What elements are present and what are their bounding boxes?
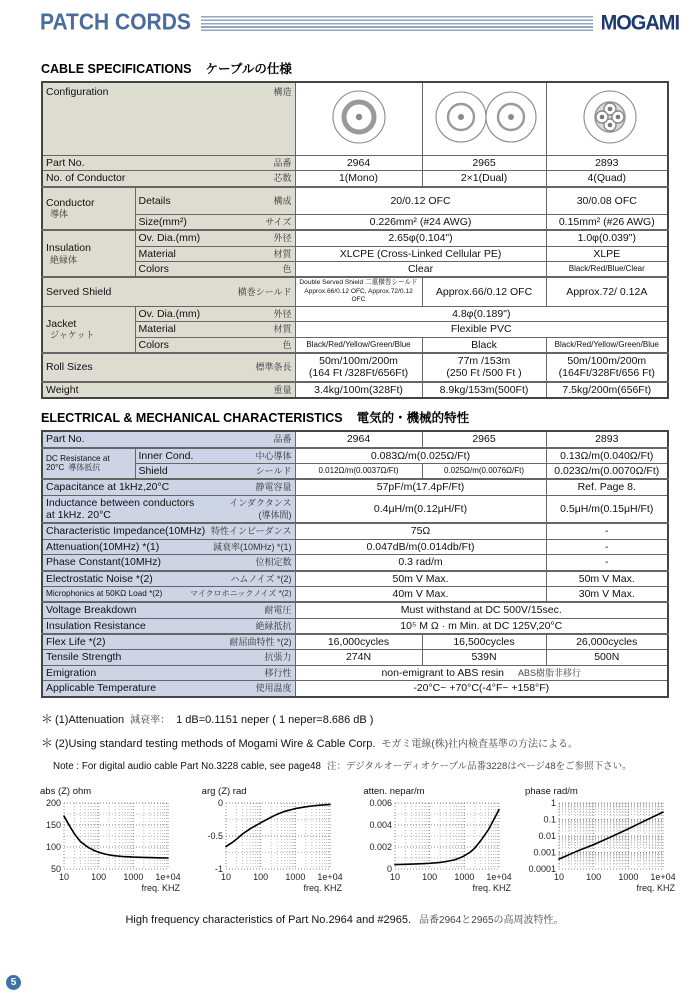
label-dc-resistance: DC Resistance at 20°C 導体抵抗 — [42, 448, 135, 480]
x-tick-label: 1000 — [454, 871, 475, 882]
x-axis-label: freq. KHZ — [303, 882, 342, 893]
data-curve-impedance-magnitude — [64, 816, 168, 858]
elec-row — [42, 634, 668, 650]
cross-section-quad-icon — [550, 86, 670, 148]
elec-value-cell: - — [546, 523, 668, 539]
y-tick-label: 0.002 — [369, 841, 393, 852]
cable-value-cell: XLPE — [546, 246, 668, 261]
label-insulation-resistance: Insulation Resistance 絶縁抵抗 — [42, 618, 295, 634]
elec-value-cell: 0.13Ω/m(0.040Ω/Ft) — [546, 448, 668, 464]
cable-value-cell: 50m/100m/200m (164Ft/328Ft/656 Ft) — [546, 353, 668, 382]
elec-row — [42, 665, 668, 680]
cable-value-cell: 1(Mono) — [295, 171, 422, 187]
elec-value-cell: 2964 — [295, 431, 422, 447]
cable-row — [42, 156, 668, 171]
mogami-logo: MOGAMI — [600, 10, 679, 35]
cable-row — [42, 306, 668, 321]
elec-row — [42, 650, 668, 665]
x-axis-label: freq. KHZ — [141, 882, 180, 893]
cable-value-cell: Approx.66/0.12 OFC — [422, 277, 546, 306]
elec-value-cell: 0.047dB/m(0.014db/Ft) — [295, 539, 546, 554]
elec-row — [42, 555, 668, 571]
elec-row — [42, 463, 668, 479]
cross-section-dual-icon — [426, 86, 546, 148]
elec-value-cell: 75Ω — [295, 523, 546, 539]
label-emigration: Emigration 移行性 — [42, 665, 295, 680]
label-tensile-strength: Tensile Strength 抗張力 — [42, 650, 295, 665]
footnote-1-jp: 減衰率： — [130, 714, 171, 726]
cable-value-cell: 4(Quad) — [546, 171, 668, 187]
label-attenuation: Attenuation(10MHz) *(1) 減衰率(10MHz) *(1) — [42, 539, 295, 554]
elec-value-cell: 0.083Ω/m(0.025Ω/Ft) — [295, 448, 546, 464]
elec-row — [42, 539, 668, 554]
chart-atten-nepar-m — [361, 786, 519, 901]
cable-specifications-table — [41, 81, 669, 399]
cable-value-cell: Clear — [295, 261, 546, 277]
cable-value-cell: 20/0.12 OFC — [295, 187, 546, 215]
elec-value-cell: 500N — [546, 650, 668, 665]
chart-plot — [523, 798, 681, 896]
label-jacket: Jacket ジャケット — [42, 306, 135, 353]
x-tick-label: 10 — [553, 871, 564, 882]
elec-heading-jp: 電気的・機械的特性 — [356, 411, 470, 426]
cable-value-cell: Black/Red/Yellow/Green/Blue — [295, 337, 422, 353]
elec-value-cell: 50m V Max. — [295, 571, 546, 587]
cable-value-cell: Double Served Shield 二重横巻シールド Approx.66/0.12 OFC, Approx.72/0.12 OFC — [295, 277, 422, 306]
label-jacket-material: Material 材質 — [135, 322, 295, 337]
label-electrostatic-noise: Electrostatic Noise *(2) ハムノイズ *(2) — [42, 571, 295, 587]
x-tick-label: 10 — [390, 871, 401, 882]
label-characteristic-impedance: Characteristic Impedance(10MHz) 特性インピーダンス — [42, 523, 295, 539]
cable-row — [42, 230, 668, 246]
cable-specifications-heading — [41, 59, 689, 77]
chart-arg-z-rad — [200, 786, 358, 901]
label-served-shield: Served Shield 横巻シールド — [42, 277, 295, 306]
x-tick-label: 10 — [220, 871, 231, 882]
x-tick-label: 100 — [91, 871, 107, 882]
cable-value-cell: 1.0φ(0.039") — [546, 230, 668, 246]
elec-value-cell: 0.012Ω/m(0.0037Ω/Ft) — [295, 463, 422, 479]
elec-row — [42, 618, 668, 634]
cable-row — [42, 322, 668, 337]
cable-value-cell — [546, 82, 668, 156]
y-tick-label: 0.1 — [543, 814, 556, 825]
y-tick-label: 0 — [217, 797, 223, 808]
footnote-testing-methods — [41, 734, 689, 751]
chart-title: phase rad/m — [524, 785, 578, 797]
x-axis-label: freq. KHZ — [636, 882, 675, 893]
cable-value-cell: 3.4kg/100m(328Ft) — [295, 382, 422, 398]
note-jp: 注：デジタルオーディオケーブル品番3228はページ48をご参照下さい。 — [326, 760, 632, 772]
elec-row — [42, 602, 668, 618]
elec-value-cell: 57pF/m(17.4pF/Ft) — [295, 479, 546, 495]
cable-row — [42, 277, 668, 306]
frequency-characteristic-charts — [38, 786, 681, 901]
chart-abs-z-ohm — [38, 786, 196, 901]
cable-row — [42, 82, 668, 156]
label-configuration: Configuration 構造 — [42, 82, 295, 156]
chart-title: arg (Z) rad — [201, 785, 247, 797]
chart-plot — [200, 798, 348, 896]
y-tick-label: 100 — [45, 841, 61, 852]
elec-row — [42, 523, 668, 539]
label-ov-dia: Ov. Dia.(mm) 外径 — [135, 230, 295, 246]
cable-row — [42, 261, 668, 277]
elec-value-cell: 0.5μH/m(0.15μH/Ft) — [546, 495, 668, 523]
footnote-1-en: (1)Attenuation — [55, 713, 125, 726]
cable-value-cell: 2893 — [546, 156, 668, 171]
label-colors: Colors 色 — [135, 261, 295, 277]
label-conductor: Conductor 導体 — [42, 187, 135, 230]
chart-plot — [361, 798, 517, 896]
x-tick-label: 1e+04 — [155, 871, 181, 882]
cable-value-cell: Black/Red/Yellow/Green/Blue — [546, 337, 668, 353]
y-tick-label: -0.5 — [207, 830, 223, 841]
label-roll-sizes: Roll Sizes 標準条長 — [42, 353, 295, 382]
elec-value-cell: 10⁵ M Ω · m Min. at DC 125V,20°C — [295, 618, 668, 634]
y-tick-label: 0.01 — [538, 830, 556, 841]
asterisk-marker: ＊ — [41, 735, 54, 750]
electrical-characteristics-heading — [41, 408, 689, 426]
cable-heading-jp: ケーブルの仕様 — [205, 62, 292, 76]
elec-row — [42, 479, 668, 495]
header-stripes-decoration — [201, 16, 593, 33]
footnote-2-jp: モガミ電線(株)社内検査基準の方法による。 — [381, 738, 579, 750]
elec-value-cell: 0.023Ω/m(0.0070Ω/Ft) — [546, 463, 668, 479]
cable-value-cell: 2964 — [295, 156, 422, 171]
y-tick-label: -1 — [214, 863, 223, 874]
chart-plot — [38, 798, 186, 896]
charts-caption — [0, 911, 689, 926]
footnote-2-en: (2)Using standard testing methods of Mogami Wire & Cable Corp. — [55, 737, 376, 750]
asterisk-marker: ＊ — [41, 711, 54, 726]
cable-value-cell: 8.9kg/153m(500Ft) — [422, 382, 546, 398]
elec-value-cell: 0.3 rad/m — [295, 555, 546, 571]
elec-value-cell: non-emigrant to ABS resin ABS樹脂非移行 — [295, 665, 668, 680]
elec-value-cell: 274N — [295, 650, 422, 665]
cable-value-cell: 50m/100m/200m (164 Ft /328Ft/656Ft) — [295, 353, 422, 382]
elec-value-cell: Must withstand at DC 500V/15sec. — [295, 602, 668, 618]
elec-value-cell: - — [546, 539, 668, 554]
cable-row — [42, 214, 668, 230]
label-insulation: Insulation 絶縁体 — [42, 230, 135, 277]
cable-row — [42, 246, 668, 261]
y-tick-label: 0.004 — [369, 819, 393, 830]
elec-row — [42, 431, 668, 447]
label-microphonics: Microphonics at 50KΩ Load *(2) マイクロホニックノイズ *(2) — [42, 586, 295, 602]
cable-value-cell: 2×1(Dual) — [422, 171, 546, 187]
cable-value-cell — [295, 82, 422, 156]
cable-value-cell: Flexible PVC — [295, 322, 668, 337]
cable-value-cell: XLCPE (Cross-Linked Cellular PE) — [295, 246, 546, 261]
cable-value-cell: 0.15mm² (#26 AWG) — [546, 214, 668, 230]
footnote-1-formula: 1 dB=0.1151 neper ( 1 neper=8.686 dB ) — [176, 713, 374, 726]
elec-value-cell: 50m V Max. — [546, 571, 668, 587]
cable-row — [42, 187, 668, 215]
label-part-no: Part No. 品番 — [42, 156, 295, 171]
x-tick-label: 100 — [586, 871, 602, 882]
label-details: Details 構成 — [135, 187, 295, 215]
label-shield: Shield シールド — [135, 463, 295, 479]
y-tick-label: 0 — [387, 863, 393, 874]
label-jacket-ov-dia: Ov. Dia.(mm) 外径 — [135, 306, 295, 321]
footnotes — [41, 710, 689, 772]
cable-value-cell: Black — [422, 337, 546, 353]
elec-value-cell: 2965 — [422, 431, 546, 447]
page-header — [0, 0, 689, 35]
label-capacitance: Capacitance at 1kHz,20°C 静電容量 — [42, 479, 295, 495]
y-tick-label: 0.001 — [533, 847, 556, 858]
elec-value-cell: 539N — [422, 650, 546, 665]
cable-value-cell: 2965 — [422, 156, 546, 171]
cable-value-cell: 2.65φ(0.104") — [295, 230, 546, 246]
x-tick-label: 1e+04 — [317, 871, 343, 882]
x-tick-label: 100 — [422, 871, 438, 882]
y-tick-label: 0.006 — [369, 797, 393, 808]
elec-row — [42, 495, 668, 523]
label-voltage-breakdown: Voltage Breakdown 耐電圧 — [42, 602, 295, 618]
elec-value-cell: 30m V Max. — [546, 586, 668, 602]
cable-value-cell: 0.226mm² (#24 AWG) — [295, 214, 546, 230]
elec-value-cell: 26,000cycles — [546, 634, 668, 650]
note-en: Note : For digital audio cable Part No.3228 cable, see page48 — [53, 760, 321, 772]
elec-value-cell: 16,000cycles — [295, 634, 422, 650]
label-jacket-colors: Colors 色 — [135, 337, 295, 353]
cable-value-cell: Approx.72/ 0.12A — [546, 277, 668, 306]
chart-title: atten. nepar/m — [363, 785, 425, 797]
label-weight: Weight 重量 — [42, 382, 295, 398]
label-phase-constant: Phase Constant(10MHz) 位相定数 — [42, 555, 295, 571]
label-applicable-temperature: Applicable Temperature 使用温度 — [42, 681, 295, 697]
x-tick-label: 1000 — [618, 871, 639, 882]
cable-value-cell: 7.5kg/200m(656Ft) — [546, 382, 668, 398]
footnote-digital-audio-note — [53, 758, 689, 772]
label-inductance: Inductance between conductors インダクタンス at 1kHz. 20°C (導体間) — [42, 495, 295, 523]
caption-jp: 品番2964と2965の高周波特性。 — [419, 914, 564, 926]
elec-row — [42, 571, 668, 587]
elec-heading-en: ELECTRICAL & MECHANICAL CHARACTERISTICS — [41, 411, 343, 426]
x-tick-label: 100 — [252, 871, 268, 882]
elec-value-cell: 0.4μH/m(0.12μH/Ft) — [295, 495, 546, 523]
elec-row — [42, 681, 668, 697]
label-inner-cond: Inner Cond. 中心導体 — [135, 448, 295, 464]
page-number-badge: 5 — [6, 975, 21, 990]
cable-heading-en: CABLE SPECIFICATIONS — [41, 62, 192, 76]
data-curve-impedance-phase — [226, 804, 330, 846]
elec-value-cell: -20°C~ +70°C(-4°F~ +158°F) — [295, 681, 668, 697]
x-axis-label: freq. KHZ — [472, 882, 512, 893]
y-tick-label: 200 — [45, 797, 61, 808]
cable-row — [42, 171, 668, 187]
label-material: Material 材質 — [135, 246, 295, 261]
data-curve-attenuation — [395, 809, 499, 864]
page-title: PATCH CORDS — [40, 9, 191, 36]
elec-value-cell: 16,500cycles — [422, 634, 546, 650]
chart-title: abs (Z) ohm — [40, 785, 92, 797]
cross-section-mono-icon — [299, 86, 419, 148]
cable-value-cell: Black/Red/Blue/Clear — [546, 261, 668, 277]
y-tick-label: 50 — [50, 863, 61, 874]
x-tick-label: 10 — [58, 871, 70, 882]
electrical-characteristics-table — [41, 430, 669, 697]
label-part-no: Part No. 品番 — [42, 431, 295, 447]
x-tick-label: 1000 — [123, 871, 144, 882]
cable-value-cell — [422, 82, 546, 156]
label-no-of-conductor: No. of Conductor 芯数 — [42, 171, 295, 187]
x-tick-label: 1e+04 — [486, 871, 512, 882]
cable-row — [42, 382, 668, 398]
y-tick-label: 1 — [550, 797, 556, 808]
y-tick-label: 150 — [45, 819, 61, 830]
footnote-attenuation — [41, 710, 689, 727]
caption-en: High frequency characteristics of Part No.2964 and #2965. — [125, 913, 412, 926]
x-tick-label: 1e+04 — [650, 871, 676, 882]
elec-row — [42, 448, 668, 464]
label-size: Size(mm²) サイズ — [135, 214, 295, 230]
elec-value-cell: - — [546, 555, 668, 571]
elec-value-cell: 40m V Max. — [295, 586, 546, 602]
cable-value-cell: 30/0.08 OFC — [546, 187, 668, 215]
elec-row — [42, 586, 668, 602]
elec-value-cell: 0.025Ω/m(0.0076Ω/Ft) — [422, 463, 546, 479]
chart-phase-rad-m — [523, 786, 681, 901]
y-tick-label: 0.0001 — [528, 863, 556, 874]
label-flex-life: Flex Life *(2) 耐屈曲特性 *(2) — [42, 634, 295, 650]
elec-value-cell: Ref. Page 8. — [546, 479, 668, 495]
x-tick-label: 1000 — [284, 871, 306, 882]
cable-row — [42, 353, 668, 382]
elec-value-cell: 2893 — [546, 431, 668, 447]
cable-value-cell: 77m /153m (250 Ft /500 Ft ) — [422, 353, 546, 382]
cable-value-cell: 4.8φ(0.189") — [295, 306, 668, 321]
cable-row — [42, 337, 668, 353]
